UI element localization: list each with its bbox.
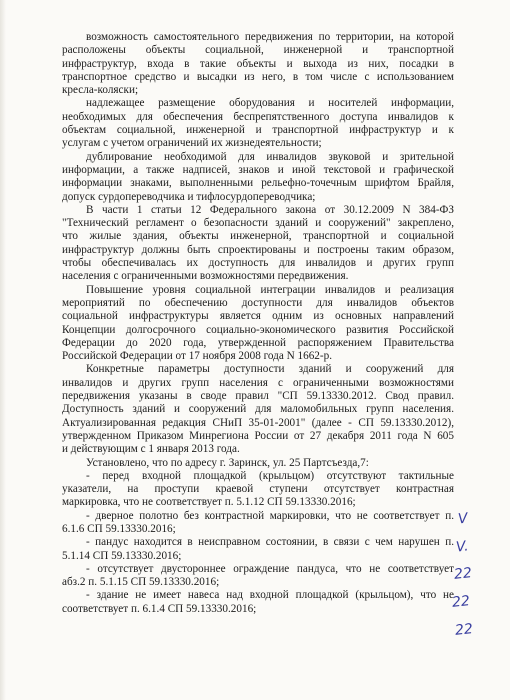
text-line: социальной инфраструктуры является одним из основных направлений [62,310,454,323]
text-line: Доступность зданий и сооружений для маломобильных групп населения. [62,403,454,416]
text-line: абз.2 п. 5.1.15 СП 59.13330.2016; [62,576,220,589]
margin-mark: V. [455,538,470,556]
text-line: допуск сурдопереводчика и тифлосурдопереводчика; [62,190,316,203]
margin-mark: 22 [454,621,474,639]
text-line: инвалидов и других групп населения с ограниченными возможностями [62,376,454,389]
text-line: Конкретные параметры доступности зданий и сооружений для [86,363,454,376]
text-line: услугам с учетом ограничений их жизнедеятельности; [62,137,322,150]
text-line: Федерации до 2020 года, утвержденной распоряжением Правительства [62,336,454,349]
text-line: населения с ограниченными возможностями передвижения. [62,270,349,283]
text-line: необходимых для обеспечения беспрепятственного доступа инвалидов к [62,110,454,123]
margin-mark: V [457,510,469,528]
text-line: и действующим с 1 января 2013 года. [62,443,240,456]
margin-mark: 22 [453,565,473,583]
text-line: указатели, на проступи краевой ступени отсутствует контрастная [62,483,454,496]
text-line: надлежащее размещение оборудования и носителей информации, [86,97,454,110]
document-body [62,31,454,616]
text-line: объектам социальной, инженерной и транспортной инфраструктур и к [62,124,454,137]
text-line: "Технический регламент о безопасности зданий и сооружений" закреплено, [62,217,454,230]
text-line: расположены объекты социальной, инженерной и транспортной [62,44,454,57]
text-line: - дверное полотно без контрастной маркировки, что не соответствует п. [86,509,454,522]
text-line: что жилые здания, объекты инженерной, транспортной и социальной [62,230,454,243]
scan-edge [0,0,6,700]
text-line: дублирование необходимой для инвалидов звуковой и зрительной [86,150,454,163]
text-line: чтобы обеспечивалась их доступность для инвалидов и других групп [62,257,454,270]
text-line: маркировка, что не соответствует п. 5.1.12 СП 59.13330.2016; [62,496,356,509]
text-line: соответствует п. 6.1.4 СП 59.13330.2016; [62,602,257,615]
text-line: - здание не имеет навеса над входной площадкой (крыльцом), что не [86,589,454,602]
text-line: Актуализированная редакция СНиП 35-01-2001" (далее - СП 59.13330.2012), [62,416,454,429]
text-line: транспортное средство и высадки из него, в том числе с использованием [62,70,454,83]
text-line: 6.1.6 СП 59.13330.2016; [62,522,176,535]
text-line: - отсутствует двустороннее ограждение пандуса, что не соответствует [86,562,454,575]
text-line: Российской Федерации от 17 ноября 2008 года N 1662-р. [62,350,332,363]
text-line: инфраструктур, входа в такие объекты и выхода из них, посадки в [62,57,454,70]
text-line: информации, а также надписей, знаков и иной текстовой и графической [62,163,454,176]
text-line: Концепции долгосрочного социально-экономического развития Российской [62,323,454,336]
text-line: - пандус находится в неисправном состоянии, в связи с чем нарушен п. [86,536,454,549]
text-line: - перед входной площадкой (крыльцом) отсутствуют тактильные [86,469,454,482]
text-line: возможность самостоятельного передвижения по территории, на которой [86,31,454,43]
text-line: информации знаками, выполненными рельефно-точечным шрифтом Брайля, [62,177,454,190]
text-line: инфраструктур должны быть спроектированы и построены таким образом, [62,243,454,256]
text-line: Установлено, что по адресу г. Заринск, ул. 25 Партсъезда,7: [86,456,369,469]
text-line: Повышение уровня социальной интеграции инвалидов и реализация [86,283,454,296]
text-line: передвижения указаны в своде правил "СП 59.13330.2012. Свод правил. [62,390,454,403]
margin-mark: 22 [451,593,471,611]
text-line: В части 1 статьи 12 Федерального закона от 30.12.2009 N 384-ФЗ [86,203,454,216]
text-line: мероприятий по обеспечению доступности для инвалидов объектов [62,296,454,309]
text-line: кресла-коляски; [62,84,139,97]
text-line: утвержденном Приказом Минрегиона России от 27 декабря 2011 года N 605 [62,429,454,442]
text-line: 5.1.14 СП 59.13330.2016; [62,549,182,562]
